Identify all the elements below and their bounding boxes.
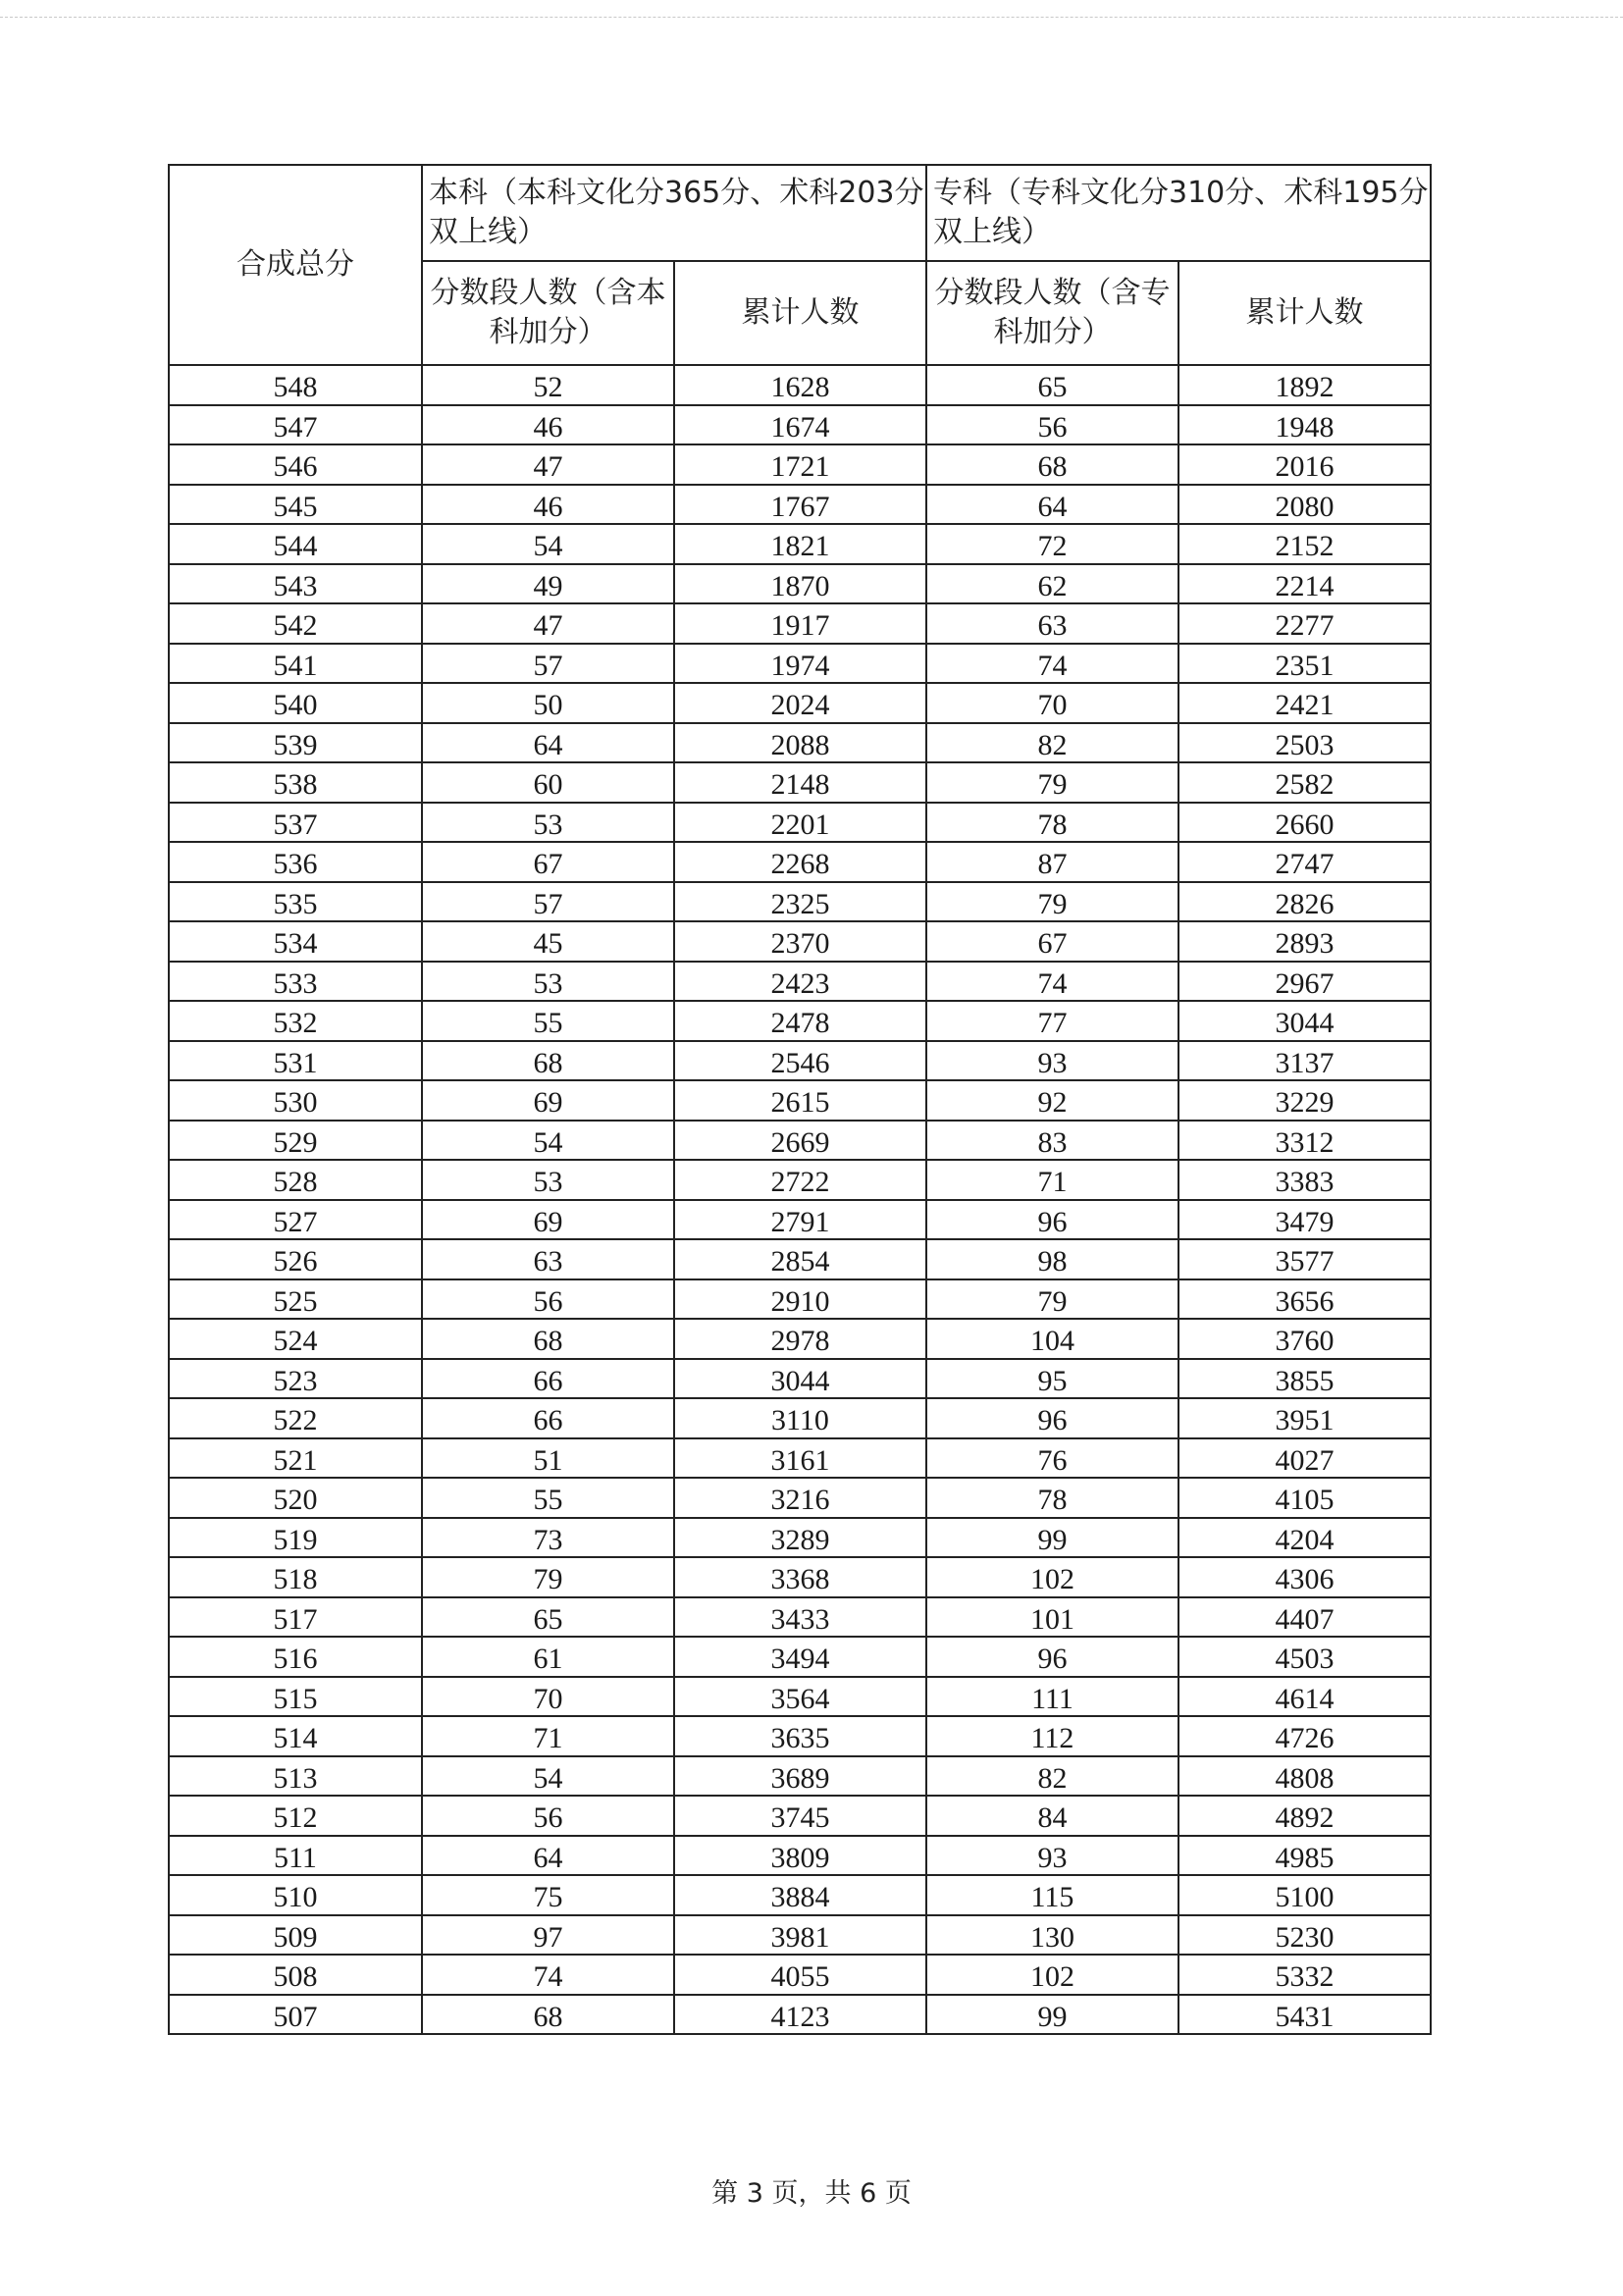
table-row [169, 1875, 1431, 1915]
table-row [169, 1438, 1431, 1479]
cell-undergrad-count: 68 [422, 1319, 674, 1359]
cell-college-cumulative: 3760 [1178, 1319, 1431, 1359]
table-row [169, 1716, 1431, 1756]
table-row [169, 1239, 1431, 1279]
cell-college-count: 112 [926, 1716, 1178, 1756]
cell-college-count: 63 [926, 603, 1178, 644]
cell-college-cumulative: 3383 [1178, 1160, 1431, 1200]
cell-college-count: 96 [926, 1200, 1178, 1240]
cell-college-cumulative: 4892 [1178, 1796, 1431, 1836]
cell-undergrad-count: 45 [422, 921, 674, 962]
table-row [169, 485, 1431, 525]
cell-college-count: 102 [926, 1955, 1178, 1995]
cell-undergrad-cumulative: 1821 [674, 524, 926, 564]
cell-college-count: 111 [926, 1677, 1178, 1717]
cell-college-cumulative: 4985 [1178, 1836, 1431, 1876]
cell-undergrad-cumulative: 2615 [674, 1080, 926, 1121]
cell-college-count: 84 [926, 1796, 1178, 1836]
cell-college-count: 93 [926, 1041, 1178, 1081]
cell-undergrad-cumulative: 3161 [674, 1438, 926, 1479]
table-body [169, 365, 1431, 2034]
cell-college-cumulative: 2016 [1178, 444, 1431, 485]
cell-college-count: 99 [926, 1995, 1178, 2035]
cell-college-count: 130 [926, 1915, 1178, 1956]
cell-college-cumulative: 2967 [1178, 962, 1431, 1002]
cell-undergrad-count: 53 [422, 962, 674, 1002]
cell-total-score: 546 [169, 444, 422, 485]
cell-undergrad-cumulative: 3564 [674, 1677, 926, 1717]
table-row [169, 683, 1431, 723]
cell-college-cumulative: 4503 [1178, 1637, 1431, 1677]
cell-college-cumulative: 2582 [1178, 762, 1431, 803]
cell-undergrad-count: 50 [422, 683, 674, 723]
header-undergrad-count: 分数段人数（含本科加分） [422, 261, 674, 365]
score-distribution-table [168, 164, 1432, 2035]
cell-undergrad-cumulative: 2423 [674, 962, 926, 1002]
cell-college-cumulative: 2421 [1178, 683, 1431, 723]
table-row [169, 1637, 1431, 1677]
cell-undergrad-cumulative: 3494 [674, 1637, 926, 1677]
cell-college-cumulative: 2660 [1178, 803, 1431, 843]
cell-total-score: 521 [169, 1438, 422, 1479]
cell-undergrad-cumulative: 3745 [674, 1796, 926, 1836]
cell-total-score: 532 [169, 1001, 422, 1041]
cell-total-score: 517 [169, 1597, 422, 1638]
cell-total-score: 516 [169, 1637, 422, 1677]
cell-college-count: 82 [926, 723, 1178, 763]
header-college-cumulative: 累计人数 [1178, 261, 1431, 365]
table-row [169, 962, 1431, 1002]
cell-undergrad-count: 53 [422, 1160, 674, 1200]
cell-undergrad-count: 67 [422, 842, 674, 882]
cell-undergrad-cumulative: 4123 [674, 1995, 926, 2035]
cell-total-score: 541 [169, 644, 422, 684]
table-row [169, 603, 1431, 644]
table-row [169, 1041, 1431, 1081]
cell-total-score: 520 [169, 1478, 422, 1518]
cell-undergrad-cumulative: 2088 [674, 723, 926, 763]
cell-undergrad-cumulative: 2148 [674, 762, 926, 803]
header-college-count: 分数段人数（含专科加分） [926, 261, 1178, 365]
cell-total-score: 509 [169, 1915, 422, 1956]
cell-undergrad-count: 69 [422, 1080, 674, 1121]
cell-college-cumulative: 2152 [1178, 524, 1431, 564]
table-row [169, 1915, 1431, 1956]
cell-total-score: 511 [169, 1836, 422, 1876]
cell-undergrad-cumulative: 3110 [674, 1398, 926, 1438]
cell-undergrad-count: 74 [422, 1955, 674, 1995]
header-undergrad-cumulative: 累计人数 [674, 261, 926, 365]
cell-total-score: 537 [169, 803, 422, 843]
cell-total-score: 510 [169, 1875, 422, 1915]
cell-college-cumulative: 5230 [1178, 1915, 1431, 1956]
cell-college-cumulative: 4306 [1178, 1557, 1431, 1597]
cell-undergrad-count: 56 [422, 1796, 674, 1836]
cell-undergrad-cumulative: 3689 [674, 1756, 926, 1797]
cell-total-score: 535 [169, 882, 422, 922]
cell-total-score: 519 [169, 1518, 422, 1558]
table-row [169, 405, 1431, 445]
cell-undergrad-cumulative: 3981 [674, 1915, 926, 1956]
cell-college-count: 77 [926, 1001, 1178, 1041]
table-row [169, 1836, 1431, 1876]
cell-college-cumulative: 4614 [1178, 1677, 1431, 1717]
cell-undergrad-count: 65 [422, 1597, 674, 1638]
cell-college-count: 93 [926, 1836, 1178, 1876]
cell-college-count: 71 [926, 1160, 1178, 1200]
cell-total-score: 533 [169, 962, 422, 1002]
cell-college-cumulative: 2214 [1178, 564, 1431, 604]
table-row [169, 842, 1431, 882]
cell-undergrad-cumulative: 3635 [674, 1716, 926, 1756]
table-row [169, 1796, 1431, 1836]
cell-college-count: 70 [926, 683, 1178, 723]
table-row [169, 365, 1431, 405]
cell-undergrad-cumulative: 2024 [674, 683, 926, 723]
cell-undergrad-count: 51 [422, 1438, 674, 1479]
cell-undergrad-count: 71 [422, 1716, 674, 1756]
cell-college-count: 79 [926, 762, 1178, 803]
table-row [169, 1398, 1431, 1438]
cell-college-cumulative: 3577 [1178, 1239, 1431, 1279]
table-row [169, 1200, 1431, 1240]
cell-college-count: 72 [926, 524, 1178, 564]
cell-college-cumulative: 3951 [1178, 1398, 1431, 1438]
table-row [169, 1080, 1431, 1121]
cell-college-count: 56 [926, 405, 1178, 445]
cell-undergrad-count: 57 [422, 644, 674, 684]
cell-undergrad-cumulative: 3044 [674, 1359, 926, 1399]
table-row [169, 444, 1431, 485]
cell-total-score: 536 [169, 842, 422, 882]
cell-total-score: 515 [169, 1677, 422, 1717]
cell-college-cumulative: 4407 [1178, 1597, 1431, 1638]
cell-undergrad-count: 79 [422, 1557, 674, 1597]
cell-total-score: 531 [169, 1041, 422, 1081]
cell-college-count: 83 [926, 1121, 1178, 1161]
cell-undergrad-count: 69 [422, 1200, 674, 1240]
cell-undergrad-count: 66 [422, 1359, 674, 1399]
table-row [169, 1121, 1431, 1161]
cell-total-score: 530 [169, 1080, 422, 1121]
cell-undergrad-cumulative: 3368 [674, 1557, 926, 1597]
cell-total-score: 513 [169, 1756, 422, 1797]
cell-college-cumulative: 3479 [1178, 1200, 1431, 1240]
table-row [169, 882, 1431, 922]
table-row [169, 644, 1431, 684]
table-row [169, 803, 1431, 843]
cell-college-count: 68 [926, 444, 1178, 485]
table-row [169, 921, 1431, 962]
cell-total-score: 545 [169, 485, 422, 525]
cell-undergrad-count: 60 [422, 762, 674, 803]
cell-college-cumulative: 2826 [1178, 882, 1431, 922]
cell-undergrad-cumulative: 2268 [674, 842, 926, 882]
table-row [169, 723, 1431, 763]
cell-college-count: 78 [926, 803, 1178, 843]
cell-total-score: 508 [169, 1955, 422, 1995]
table-row [169, 1995, 1431, 2035]
cell-undergrad-count: 46 [422, 405, 674, 445]
cell-college-cumulative: 3312 [1178, 1121, 1431, 1161]
cell-college-cumulative: 2747 [1178, 842, 1431, 882]
cell-total-score: 529 [169, 1121, 422, 1161]
table-row [169, 1001, 1431, 1041]
cell-undergrad-count: 55 [422, 1001, 674, 1041]
cell-college-cumulative: 3229 [1178, 1080, 1431, 1121]
cell-total-score: 526 [169, 1239, 422, 1279]
cell-college-count: 98 [926, 1239, 1178, 1279]
cell-college-cumulative: 3044 [1178, 1001, 1431, 1041]
cell-undergrad-count: 97 [422, 1915, 674, 1956]
cell-college-count: 87 [926, 842, 1178, 882]
cell-college-cumulative: 2277 [1178, 603, 1431, 644]
cell-total-score: 540 [169, 683, 422, 723]
cell-total-score: 527 [169, 1200, 422, 1240]
cell-college-cumulative: 2893 [1178, 921, 1431, 962]
cell-undergrad-cumulative: 3884 [674, 1875, 926, 1915]
cell-college-count: 79 [926, 882, 1178, 922]
cell-college-count: 76 [926, 1438, 1178, 1479]
cell-undergrad-cumulative: 3433 [674, 1597, 926, 1638]
cell-college-cumulative: 1948 [1178, 405, 1431, 445]
cell-total-score: 528 [169, 1160, 422, 1200]
cell-undergrad-count: 46 [422, 485, 674, 525]
cell-college-count: 79 [926, 1279, 1178, 1320]
cell-college-cumulative: 2080 [1178, 485, 1431, 525]
table-row [169, 1677, 1431, 1717]
cell-college-count: 115 [926, 1875, 1178, 1915]
cell-undergrad-count: 75 [422, 1875, 674, 1915]
cell-college-cumulative: 5332 [1178, 1955, 1431, 1995]
cell-undergrad-cumulative: 1628 [674, 365, 926, 405]
cell-total-score: 524 [169, 1319, 422, 1359]
cell-undergrad-count: 68 [422, 1995, 674, 2035]
cell-total-score: 548 [169, 365, 422, 405]
cell-college-cumulative: 2351 [1178, 644, 1431, 684]
cell-college-count: 99 [926, 1518, 1178, 1558]
cell-college-cumulative: 3855 [1178, 1359, 1431, 1399]
table-row [169, 1319, 1431, 1359]
cell-undergrad-cumulative: 2791 [674, 1200, 926, 1240]
table-header-row-group [169, 165, 1431, 261]
cell-total-score: 514 [169, 1716, 422, 1756]
cell-college-count: 62 [926, 564, 1178, 604]
cell-undergrad-count: 55 [422, 1478, 674, 1518]
header-college-group: 专科（专科文化分310分、术科195分双上线） [926, 165, 1431, 261]
cell-college-count: 65 [926, 365, 1178, 405]
cell-undergrad-cumulative: 2201 [674, 803, 926, 843]
cell-total-score: 523 [169, 1359, 422, 1399]
cell-total-score: 539 [169, 723, 422, 763]
cell-undergrad-count: 64 [422, 723, 674, 763]
cell-college-cumulative: 3656 [1178, 1279, 1431, 1320]
cell-college-cumulative: 5431 [1178, 1995, 1431, 2035]
cell-undergrad-cumulative: 3809 [674, 1836, 926, 1876]
table-row [169, 762, 1431, 803]
cell-total-score: 547 [169, 405, 422, 445]
cell-college-count: 96 [926, 1637, 1178, 1677]
cell-undergrad-cumulative: 1917 [674, 603, 926, 644]
cell-total-score: 543 [169, 564, 422, 604]
table-row [169, 1597, 1431, 1638]
cell-undergrad-count: 56 [422, 1279, 674, 1320]
header-undergrad-group: 本科（本科文化分365分、术科203分双上线） [422, 165, 926, 261]
cell-undergrad-cumulative: 1767 [674, 485, 926, 525]
cell-college-cumulative: 4808 [1178, 1756, 1431, 1797]
cell-total-score: 525 [169, 1279, 422, 1320]
cell-total-score: 544 [169, 524, 422, 564]
cell-college-count: 78 [926, 1478, 1178, 1518]
cell-undergrad-count: 73 [422, 1518, 674, 1558]
page-number-footer: 第 3 页，共 6 页 [711, 2178, 912, 2209]
cell-college-count: 96 [926, 1398, 1178, 1438]
table-row [169, 1955, 1431, 1995]
cell-undergrad-count: 52 [422, 365, 674, 405]
table-row [169, 564, 1431, 604]
cell-college-count: 104 [926, 1319, 1178, 1359]
page-top-rule [0, 17, 1623, 18]
cell-undergrad-count: 64 [422, 1836, 674, 1876]
cell-undergrad-count: 54 [422, 524, 674, 564]
cell-college-cumulative: 4726 [1178, 1716, 1431, 1756]
table-row [169, 1518, 1431, 1558]
cell-college-cumulative: 5100 [1178, 1875, 1431, 1915]
cell-undergrad-cumulative: 2978 [674, 1319, 926, 1359]
cell-college-count: 82 [926, 1756, 1178, 1797]
cell-undergrad-cumulative: 1721 [674, 444, 926, 485]
cell-undergrad-count: 49 [422, 564, 674, 604]
cell-college-cumulative: 4027 [1178, 1438, 1431, 1479]
cell-undergrad-count: 66 [422, 1398, 674, 1438]
cell-total-score: 538 [169, 762, 422, 803]
cell-undergrad-cumulative: 2325 [674, 882, 926, 922]
cell-total-score: 542 [169, 603, 422, 644]
cell-college-count: 74 [926, 962, 1178, 1002]
cell-total-score: 507 [169, 1995, 422, 2035]
cell-undergrad-cumulative: 1674 [674, 405, 926, 445]
cell-college-cumulative: 3137 [1178, 1041, 1431, 1081]
cell-undergrad-count: 68 [422, 1041, 674, 1081]
table-row [169, 1160, 1431, 1200]
cell-college-count: 92 [926, 1080, 1178, 1121]
cell-undergrad-count: 54 [422, 1756, 674, 1797]
cell-undergrad-cumulative: 2370 [674, 921, 926, 962]
cell-undergrad-cumulative: 1870 [674, 564, 926, 604]
cell-undergrad-count: 57 [422, 882, 674, 922]
cell-undergrad-cumulative: 2669 [674, 1121, 926, 1161]
table-row [169, 1279, 1431, 1320]
cell-undergrad-count: 61 [422, 1637, 674, 1677]
cell-college-count: 74 [926, 644, 1178, 684]
cell-college-count: 67 [926, 921, 1178, 962]
cell-college-count: 95 [926, 1359, 1178, 1399]
cell-total-score: 518 [169, 1557, 422, 1597]
cell-undergrad-count: 54 [422, 1121, 674, 1161]
table-row [169, 1756, 1431, 1797]
cell-undergrad-cumulative: 2546 [674, 1041, 926, 1081]
cell-college-count: 102 [926, 1557, 1178, 1597]
header-total-score: 合成总分 [169, 165, 422, 365]
cell-undergrad-cumulative: 1974 [674, 644, 926, 684]
table-row [169, 1557, 1431, 1597]
cell-undergrad-count: 47 [422, 603, 674, 644]
cell-college-cumulative: 4204 [1178, 1518, 1431, 1558]
cell-undergrad-cumulative: 2910 [674, 1279, 926, 1320]
cell-undergrad-cumulative: 3289 [674, 1518, 926, 1558]
cell-undergrad-cumulative: 2478 [674, 1001, 926, 1041]
cell-total-score: 522 [169, 1398, 422, 1438]
cell-undergrad-count: 47 [422, 444, 674, 485]
cell-college-cumulative: 2503 [1178, 723, 1431, 763]
cell-college-count: 64 [926, 485, 1178, 525]
cell-undergrad-count: 70 [422, 1677, 674, 1717]
table-row [169, 524, 1431, 564]
cell-undergrad-cumulative: 4055 [674, 1955, 926, 1995]
cell-undergrad-count: 63 [422, 1239, 674, 1279]
table-row [169, 1359, 1431, 1399]
cell-undergrad-count: 53 [422, 803, 674, 843]
cell-college-count: 101 [926, 1597, 1178, 1638]
cell-undergrad-cumulative: 3216 [674, 1478, 926, 1518]
cell-undergrad-cumulative: 2722 [674, 1160, 926, 1200]
table-row [169, 1478, 1431, 1518]
cell-college-cumulative: 1892 [1178, 365, 1431, 405]
cell-college-cumulative: 4105 [1178, 1478, 1431, 1518]
cell-total-score: 534 [169, 921, 422, 962]
cell-undergrad-cumulative: 2854 [674, 1239, 926, 1279]
cell-total-score: 512 [169, 1796, 422, 1836]
